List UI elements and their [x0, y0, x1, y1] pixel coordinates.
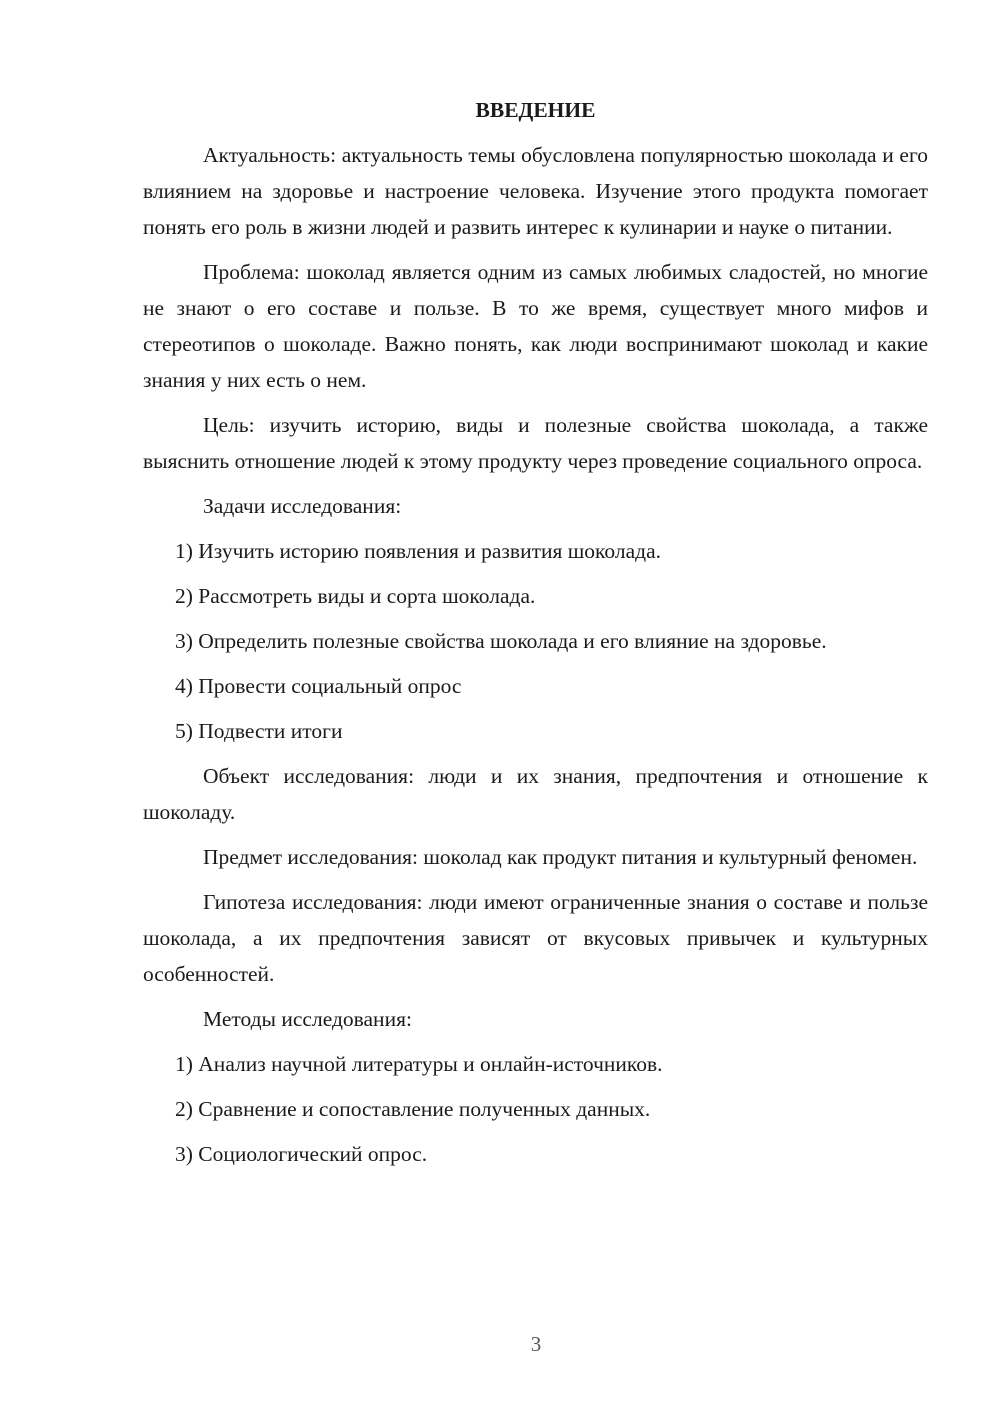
list-item: 3) Социологический опрос. — [175, 1142, 428, 1166]
list-item: 4) Провести социальный опрос — [175, 674, 462, 698]
paragraph-goal: Цель: изучить историю, виды и полезные свойства шоколада, а также выяснить отношение людей к этому продукту через проведение социального опроса. — [143, 413, 928, 473]
list-item: 3) Определить полезные свойства шоколада и его влияние на здоровье. — [175, 629, 827, 653]
paragraph-problem: Проблема: шоколад является одним из самых любимых сладостей, но многие не знают о его составе и пользе. В то же время, существует много мифов и стереотипов о шоколаде. Важно понять, как люди воспринимают шоколад и какие знания у них есть о нем. — [143, 260, 928, 392]
list-item: 2) Рассмотреть виды и сорта шоколада. — [175, 584, 536, 608]
paragraph-subject: Предмет исследования: шоколад как продукт питания и культурный феномен. — [203, 845, 918, 869]
paragraph-hypothesis: Гипотеза исследования: люди имеют ограниченные знания о составе и пользе шоколада, а их предпочтения зависят от вкусовых привычек и культурных особенностей. — [143, 890, 928, 986]
list-item: 1) Анализ научной литературы и онлайн-источников. — [175, 1052, 663, 1076]
page-number: 3 — [530, 1332, 542, 1356]
document-page — [143, 92, 928, 1181]
methods-label: Методы исследования: — [203, 1007, 412, 1031]
tasks-list — [143, 533, 928, 749]
tasks-label: Задачи исследования: — [203, 494, 402, 518]
paragraph-relevance: Актуальность: актуальность темы обусловлена популярностью шоколада и его влиянием на здоровье и настроение человека. Изучение этого продукта помогает понять его роль в жизни людей и развить интерес к кулинарии и науке о питании. — [143, 143, 928, 239]
list-item: 2) Сравнение и сопоставление полученных данных. — [175, 1097, 651, 1121]
methods-list — [143, 1046, 928, 1172]
paragraph-object: Объект исследования: люди и их знания, предпочтения и отношение к шоколаду. — [143, 764, 928, 824]
list-item: 1) Изучить историю появления и развития шоколада. — [175, 539, 661, 563]
section-title: ВВЕДЕНИЕ — [475, 98, 596, 122]
list-item: 5) Подвести итоги — [175, 719, 343, 743]
